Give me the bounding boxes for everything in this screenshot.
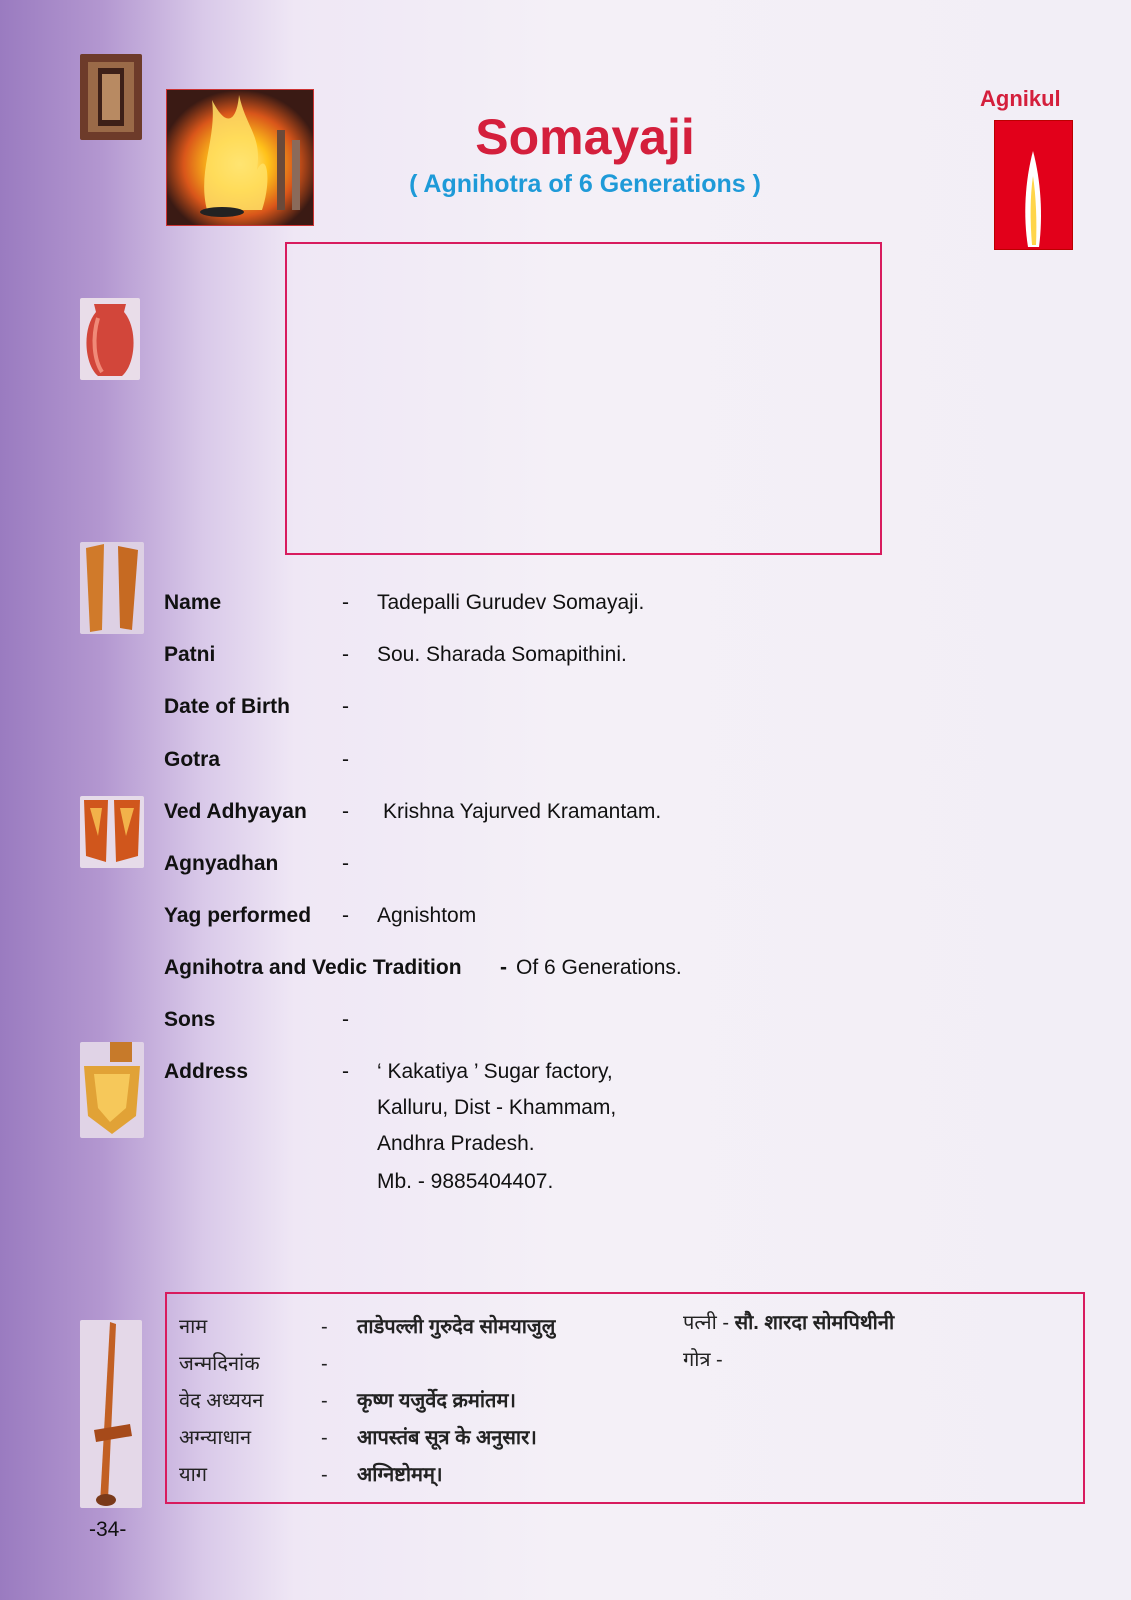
detail-separator: -	[342, 852, 349, 875]
detail-label: Ved Adhyayan	[164, 800, 307, 823]
wooden-staff-icon	[80, 1320, 142, 1508]
detail-separator: -	[342, 695, 349, 718]
detail-value: ‘ Kakatiya ’ Sugar factory,	[377, 1060, 613, 1083]
hindi-separator: -	[321, 1390, 328, 1412]
wooden-ladle-icon	[80, 1042, 144, 1138]
detail-value: Of 6 Generations.	[516, 956, 682, 979]
detail-value: Tadepalli Gurudev Somayaji.	[377, 591, 645, 614]
hindi-label: नाम	[179, 1316, 208, 1338]
detail-separator: -	[342, 643, 349, 666]
flame-logo	[994, 120, 1073, 250]
hindi-gotra	[683, 1345, 723, 1375]
detail-label: Agnyadhan	[164, 852, 279, 875]
address-line: Kalluru, Dist - Khammam,	[377, 1096, 617, 1119]
hindi-value: आपस्तंब सूत्र के अनुसार।	[357, 1427, 537, 1449]
clay-pot-icon	[80, 298, 140, 380]
hindi-label: वेद अध्ययन	[179, 1390, 264, 1412]
detail-separator: -	[342, 800, 349, 823]
hindi-label: अग्न्याधान	[179, 1427, 252, 1449]
page-subtitle: ( Agnihotra of 6 Generations )	[409, 170, 761, 198]
page-title: Somayaji	[475, 109, 695, 165]
hindi-value: अग्निष्टोमम्।	[357, 1464, 443, 1486]
hindi-label: याग	[179, 1464, 208, 1486]
detail-label: Gotra	[164, 748, 221, 771]
brand-label: Agnikul	[980, 86, 1061, 111]
hindi-patni-label: पत्नी -	[683, 1312, 729, 1334]
address-line: Mb. - 9885404407.	[377, 1170, 554, 1193]
address-line: Andhra Pradesh.	[377, 1132, 535, 1155]
hindi-value: ताडेपल्ली गुरुदेव सोमयाजुलु	[357, 1316, 556, 1338]
detail-label: Date of Birth	[164, 695, 290, 718]
hindi-summary-box	[165, 1292, 1085, 1504]
hindi-row-name	[179, 1312, 556, 1342]
hindi-separator: -	[321, 1316, 328, 1338]
detail-separator: -	[500, 956, 507, 979]
hindi-separator: -	[321, 1464, 328, 1486]
detail-separator: -	[342, 1060, 349, 1083]
detail-label: Agnihotra and Vedic Tradition	[164, 956, 462, 979]
hindi-separator: -	[321, 1353, 328, 1375]
wooden-sticks-icon	[80, 542, 144, 634]
hindi-separator: -	[321, 1427, 328, 1449]
hindi-patni	[683, 1308, 894, 1338]
wooden-frame-icon	[80, 54, 142, 140]
detail-label: Sons	[164, 1008, 216, 1031]
hindi-value: कृष्ण यजुर्वेद क्रमांतम।	[357, 1390, 516, 1412]
detail-separator: -	[342, 904, 349, 927]
page-number: -34-	[89, 1518, 127, 1541]
hindi-label: जन्मदिनांक	[179, 1353, 260, 1375]
hindi-gotra-label: गोत्र -	[683, 1349, 723, 1371]
portrait-photo-frame	[285, 242, 882, 555]
hindi-patni-value: सौ. शारदा सोमपिथीनी	[734, 1312, 895, 1334]
detail-value: Agnishtom	[377, 904, 477, 927]
wooden-spoons-icon	[80, 796, 144, 868]
hindi-row-janmadinank	[179, 1349, 328, 1379]
detail-label: Yag performed	[164, 904, 312, 927]
detail-separator: -	[342, 591, 349, 614]
hindi-row-yag	[179, 1460, 443, 1490]
detail-value: Sou. Sharada Somapithini.	[377, 643, 627, 666]
detail-label: Patni	[164, 643, 216, 666]
detail-label: Name	[164, 591, 222, 614]
detail-value: Krishna Yajurved Kramantam.	[383, 800, 662, 823]
detail-label: Address	[164, 1060, 249, 1083]
hindi-row-agnyadhan	[179, 1423, 537, 1453]
hindi-row-ved-adhyayan	[179, 1386, 516, 1416]
detail-separator: -	[342, 1008, 349, 1031]
detail-separator: -	[342, 748, 349, 771]
